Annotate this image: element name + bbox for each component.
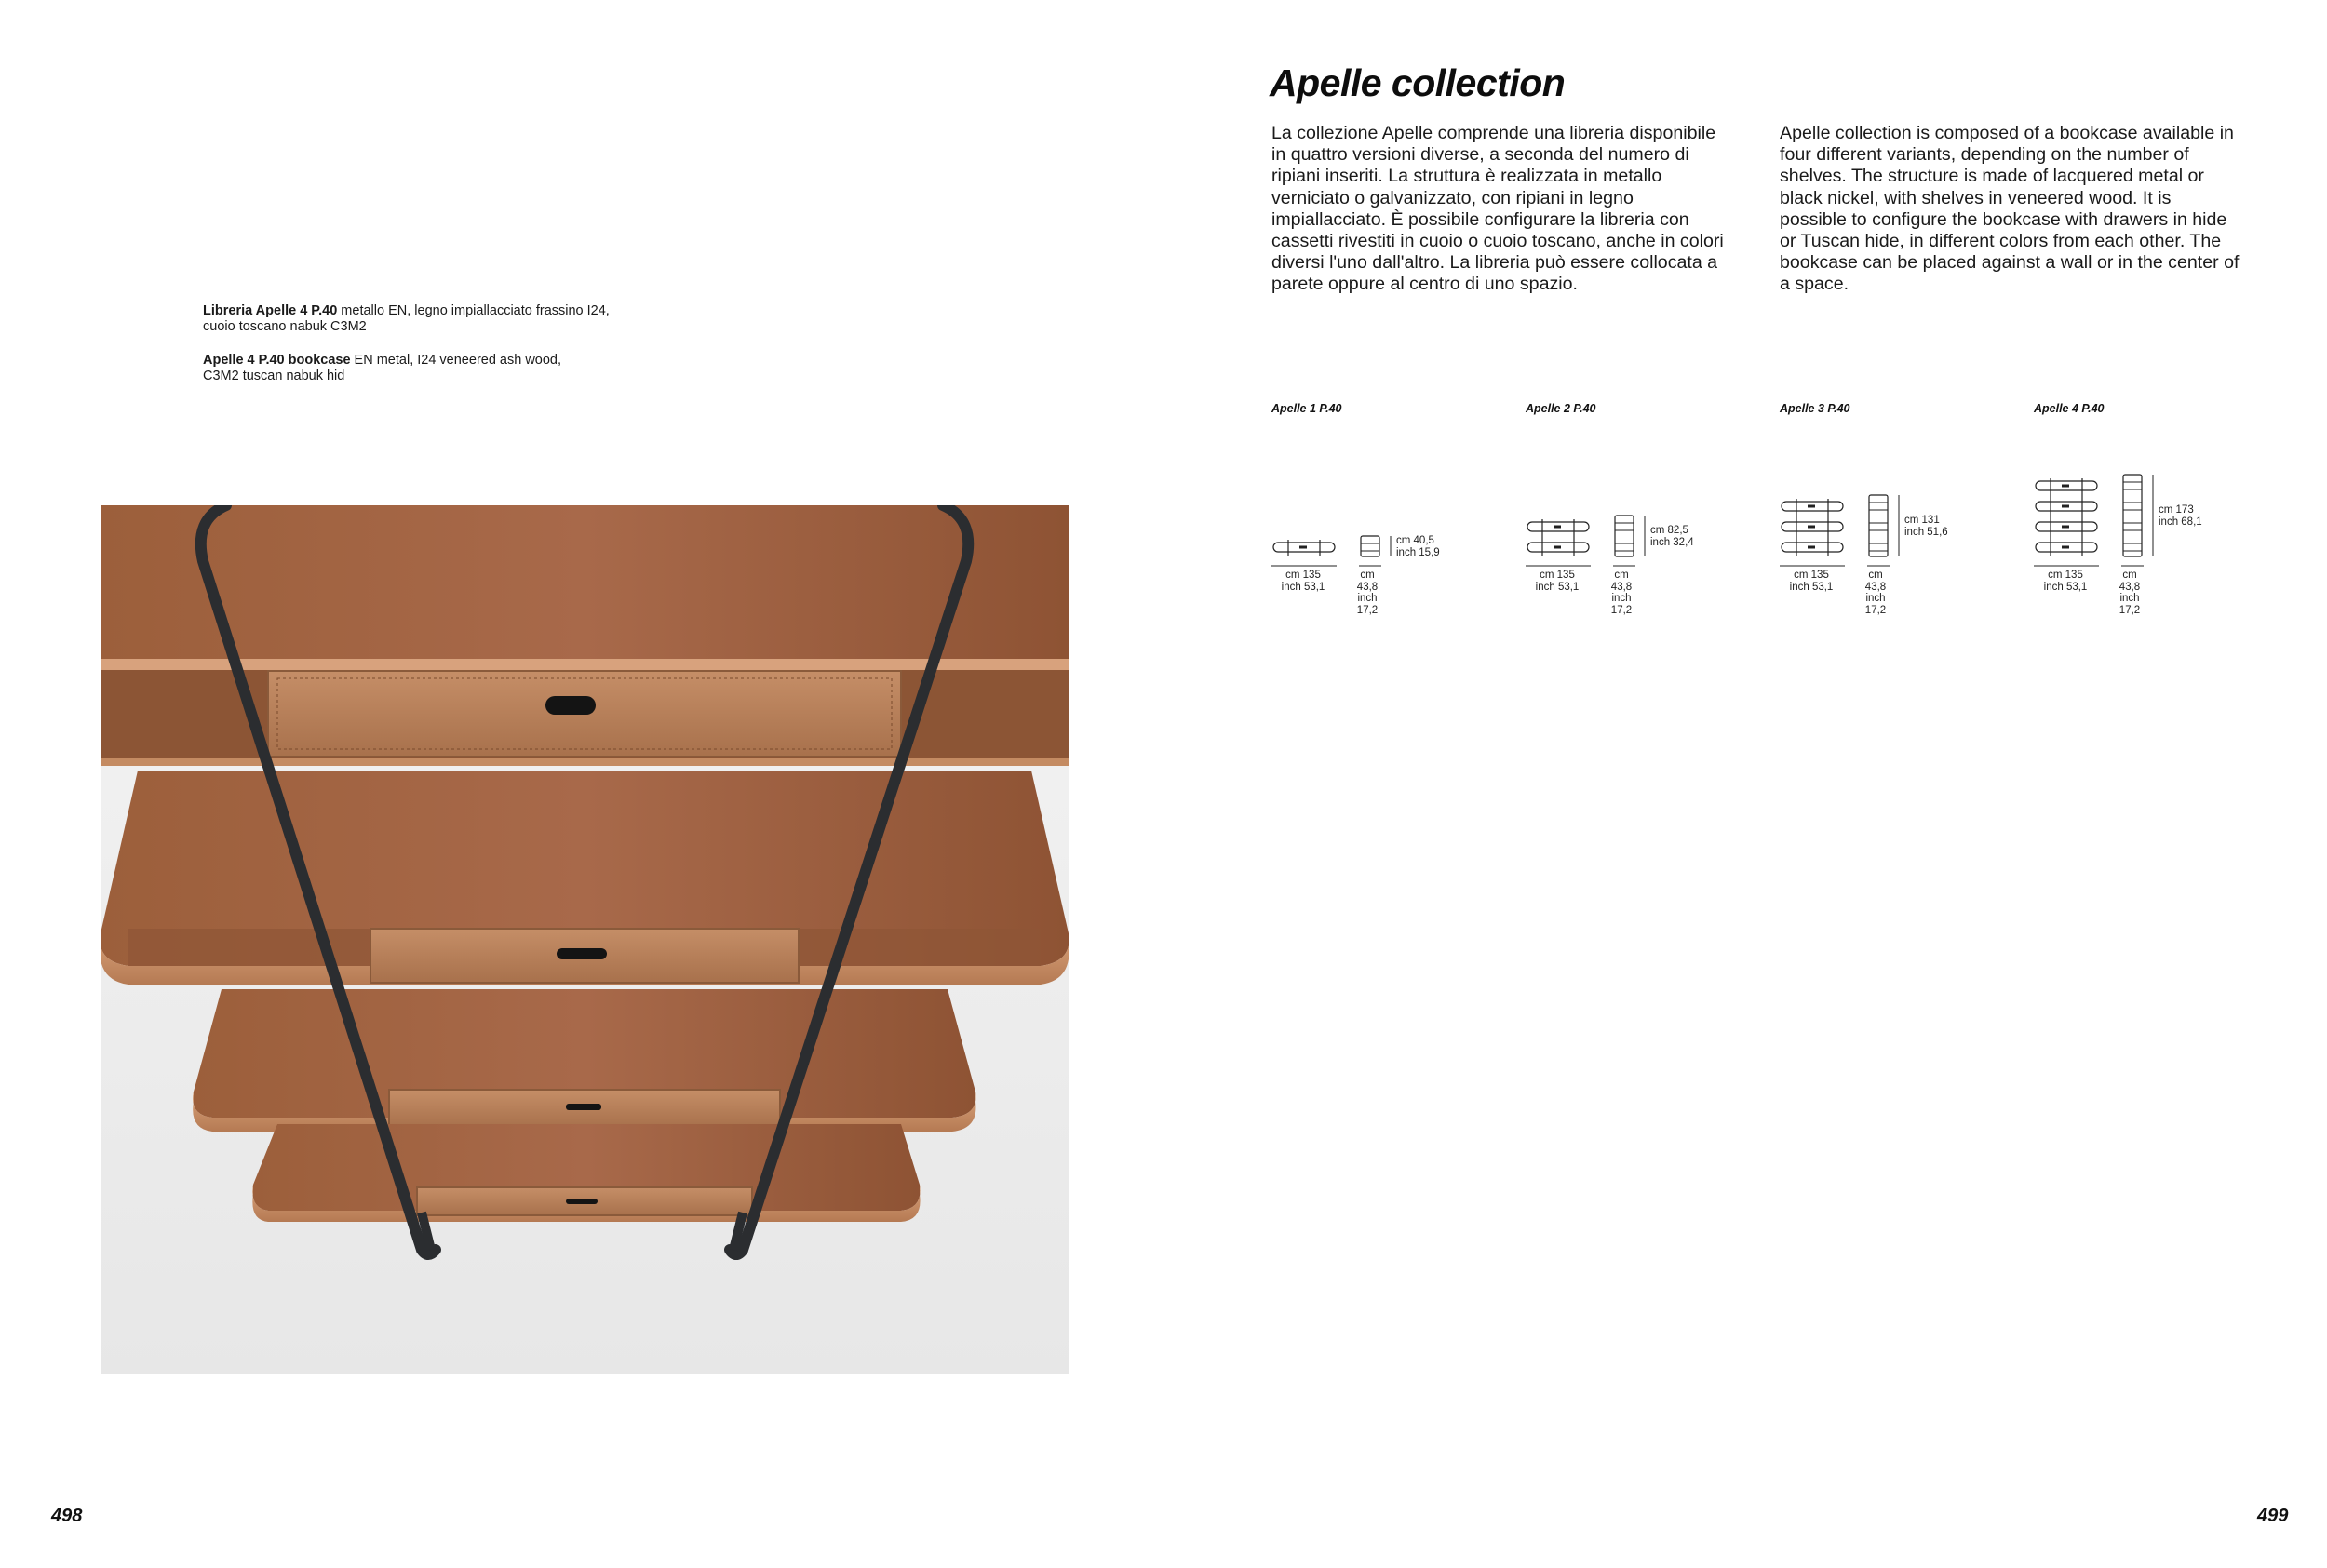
width-inch: inch 53,1 — [2043, 581, 2088, 593]
height-cm: cm 82,5 — [1650, 525, 1688, 536]
depth-cm: cm 43,8 — [1356, 570, 1379, 593]
body-text-english: Apelle collection is composed of a bookcase available in four different variants, depending on the number of shelves. The structure is made of lacquered metal or black nickel, with shelves in veneered wood. It is possible to configure the bookcase with drawers in hide or Tuscan hide, in different colors from each other. The bookcase can be placed against a wall or in the center of a space. — [1780, 123, 2240, 295]
variant-label: Apelle 4 P.40 — [2034, 402, 2105, 415]
width-cm: cm 135 — [1285, 570, 1321, 581]
page-number-left: 498 — [51, 1506, 83, 1526]
width-cm: cm 135 — [1540, 570, 1575, 581]
drawer-handle — [2062, 485, 2069, 488]
variant-apelle-3 — [1780, 402, 2022, 616]
height-dimension — [1650, 525, 1694, 548]
side-elevation — [1869, 495, 1888, 556]
depth-dimension — [1349, 570, 1386, 616]
height-cm: cm 40,5 — [1396, 535, 1434, 546]
height-cm: cm 131 — [1904, 515, 1940, 526]
caption-english-materials: EN metal, I24 veneered ash wood, — [350, 353, 562, 368]
depth-inch: inch 17,2 — [1864, 593, 1887, 616]
height-inch: inch 32,4 — [1650, 536, 1694, 548]
variant-apelle-2 — [1526, 402, 1768, 616]
variant-label: Apelle 1 P.40 — [1271, 402, 1342, 415]
caption-italian — [203, 303, 687, 335]
height-dimension — [1904, 515, 1948, 538]
height-inch: inch 15,9 — [1396, 546, 1440, 558]
caption-english-product: Apelle 4 P.40 bookcase — [203, 353, 351, 368]
page-number-right: 499 — [2257, 1506, 2289, 1526]
width-dimension — [1271, 570, 1335, 593]
width-dimension — [1526, 570, 1589, 593]
height-inch: inch 68,1 — [2159, 516, 2202, 528]
page-title: Apelle collection — [1270, 61, 1566, 104]
drawer-handle — [1299, 546, 1307, 549]
width-inch: inch 53,1 — [1789, 581, 1834, 593]
drawer-handle — [1554, 526, 1561, 529]
height-dimension — [2159, 504, 2202, 528]
product-photo — [101, 505, 1069, 1374]
caption-italian-materials: metallo EN, legno impiallacciato frassino I24, — [337, 303, 610, 318]
caption-english — [203, 353, 687, 384]
variant-label: Apelle 3 P.40 — [1780, 402, 1850, 415]
drawer-handle — [2062, 505, 2069, 508]
depth-dimension — [1603, 570, 1640, 616]
caption-english-leather: C3M2 tuscan nabuk hid — [203, 369, 345, 383]
width-inch: inch 53,1 — [1535, 581, 1580, 593]
drawer-handle — [1554, 546, 1561, 549]
width-cm: cm 135 — [2048, 570, 2083, 581]
side-elevation — [1615, 516, 1634, 556]
depth-inch: inch 17,2 — [1610, 593, 1633, 616]
drawer-handle — [2062, 546, 2069, 549]
drawer-handle — [2062, 526, 2069, 529]
body-text-italian: La collezione Apelle comprende una libreria disponibile in quattro versioni diverse, a seconda del numero di ripiani inseriti. La struttura è realizzata in metallo verniciato o galvanizzato, con ripiani in legno impiallacciato. È possibile configurare la libreria con cassetti rivestiti in cuoio o cuoio toscano, anche in colori diversi l'uno dall'altro. La libreria può essere collocata a parete oppure al centro di uno spazio. — [1271, 123, 1724, 295]
height-inch: inch 51,6 — [1904, 526, 1948, 538]
bookcase-illustration — [101, 505, 1069, 1374]
depth-dimension — [2111, 570, 2148, 616]
depth-cm: cm 43,8 — [1610, 570, 1633, 593]
height-dimension — [1396, 535, 1440, 558]
variant-label: Apelle 2 P.40 — [1526, 402, 1596, 415]
variant-apelle-4 — [2034, 402, 2276, 616]
width-cm: cm 135 — [1794, 570, 1829, 581]
side-elevation — [2123, 475, 2142, 556]
depth-dimension — [1857, 570, 1894, 616]
drawer-handle — [1808, 505, 1815, 508]
caption-italian-product: Libreria Apelle 4 P.40 — [203, 303, 338, 318]
depth-cm: cm 43,8 — [2119, 570, 2141, 593]
width-dimension — [2034, 570, 2097, 593]
width-dimension — [1780, 570, 1843, 593]
width-inch: inch 53,1 — [1281, 581, 1325, 593]
depth-inch: inch 17,2 — [1356, 593, 1379, 616]
depth-cm: cm 43,8 — [1864, 570, 1887, 593]
drawer-handle — [1808, 526, 1815, 529]
variant-apelle-1 — [1271, 402, 1513, 616]
depth-inch: inch 17,2 — [2119, 593, 2141, 616]
drawer-handle — [1808, 546, 1815, 549]
side-elevation — [1361, 536, 1379, 556]
height-cm: cm 173 — [2159, 504, 2194, 516]
caption-italian-leather: cuoio toscano nabuk C3M2 — [203, 319, 367, 334]
